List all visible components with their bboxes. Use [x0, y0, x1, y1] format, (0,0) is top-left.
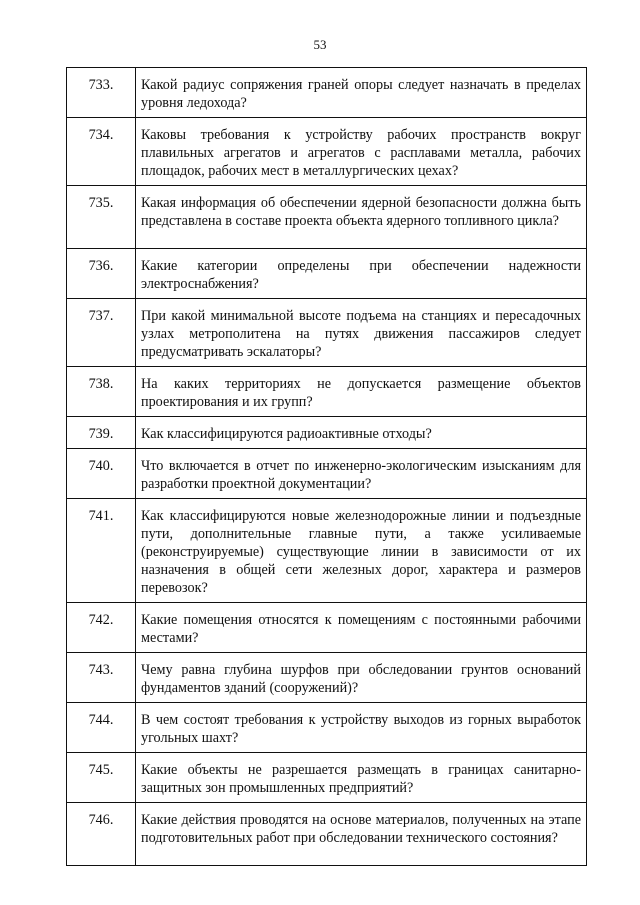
table-row — [67, 186, 587, 249]
table-row — [67, 449, 587, 499]
question-number: 733. — [67, 68, 136, 118]
question-text: Какой радиус сопряжения граней опоры следует назначать в пределах уровня ледохода? — [136, 68, 587, 118]
question-number: 738. — [67, 367, 136, 417]
question-text: При какой минимальной высоте подъема на станциях и пересадочных узлах метрополитена на путях движения пассажиров следует предусматривать эскалаторы? — [136, 299, 587, 367]
question-number: 734. — [67, 118, 136, 186]
table-row — [67, 68, 587, 118]
question-text: В чем состоят требования к устройству выходов из горных выработок угольных шахт? — [136, 703, 587, 753]
question-number: 743. — [67, 653, 136, 703]
table-row — [67, 299, 587, 367]
question-number: 740. — [67, 449, 136, 499]
question-number: 735. — [67, 186, 136, 249]
table-row — [67, 603, 587, 653]
question-text: Какие действия проводятся на основе материалов, полученных на этапе подготовительных работ при обследовании технического состояния? — [136, 803, 587, 866]
table-row — [67, 249, 587, 299]
question-number: 744. — [67, 703, 136, 753]
question-number: 742. — [67, 603, 136, 653]
questions-table — [66, 67, 587, 866]
question-text: Каковы требования к устройству рабочих пространств вокруг плавильных агрегатов и агрегатов с расплавами металла, рабочих площадок, рабочих мест в металлургических цехах? — [136, 118, 587, 186]
table-row — [67, 803, 587, 866]
question-number: 745. — [67, 753, 136, 803]
table-row — [67, 118, 587, 186]
table-row — [67, 703, 587, 753]
question-text: Как классифицируются радиоактивные отходы? — [136, 417, 587, 449]
question-text: Какие объекты не разрешается размещать в границах санитарно-защитных зон промышленных предприятий? — [136, 753, 587, 803]
table-row — [67, 653, 587, 703]
page-number: 53 — [313, 37, 327, 52]
question-text: Что включается в отчет по инженерно-экологическим изысканиям для разработки проектной документации? — [136, 449, 587, 499]
table-row — [67, 753, 587, 803]
questions-table-body — [67, 68, 587, 866]
question-text: На каких территориях не допускается размещение объектов проектирования и их групп? — [136, 367, 587, 417]
question-text: Какие помещения относятся к помещениям с постоянными рабочими местами? — [136, 603, 587, 653]
question-number: 741. — [67, 499, 136, 603]
question-text: Чему равна глубина шурфов при обследовании грунтов оснований фундаментов зданий (сооружений)? — [136, 653, 587, 703]
table-row — [67, 367, 587, 417]
question-text: Какая информация об обеспечении ядерной безопасности должна быть представлена в составе проекта объекта ядерного топливного цикла? — [136, 186, 587, 249]
question-number: 746. — [67, 803, 136, 866]
table-row — [67, 417, 587, 449]
question-number: 737. — [67, 299, 136, 367]
table-row — [67, 499, 587, 603]
question-number: 736. — [67, 249, 136, 299]
question-text: Как классифицируются новые железнодорожные линии и подъездные пути, дополнительные главные пути, а также усиливаемые (реконструируемые) существующие линии в зависимости от их назначения в общей сети железных дорог, характера и размеров перевозок? — [136, 499, 587, 603]
question-number: 739. — [67, 417, 136, 449]
question-text: Какие категории определены при обеспечении надежности электроснабжения? — [136, 249, 587, 299]
